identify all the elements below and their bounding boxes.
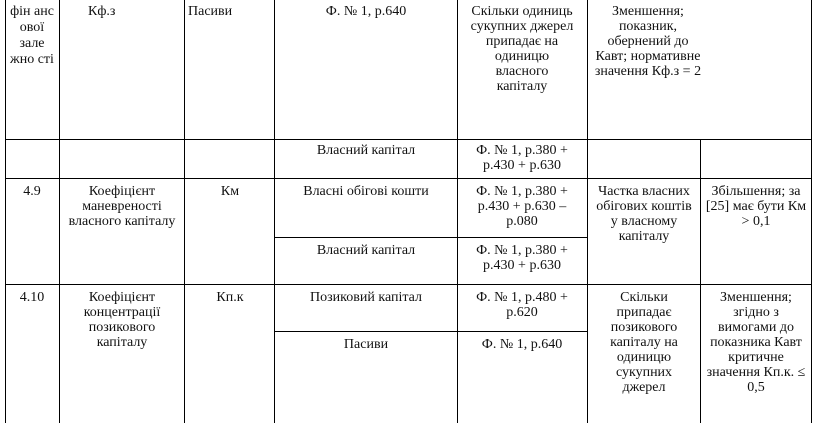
cell-indicator-name: Кф.з [88,4,116,19]
cell-component: Пасиви [343,337,389,352]
cell-component: Власний капітал [316,143,416,158]
cell-formula: Ф. № 1, р.380 + р.430 + р.630 [476,243,568,273]
rule-h [5,284,812,285]
rule-h [5,139,812,140]
cell-norm: Збільшення; за [25] має бути Км > 0,1 [705,184,807,229]
cell-norm: Зменшення; показник, обернений до Кавт; нормативне значення Кф.з = 2 [594,4,702,79]
cell-symbol: Км [220,184,240,199]
rule-h [274,331,587,332]
rule-h [5,178,812,179]
rule-v [811,0,812,423]
cell-component: Власні обігові кошти [303,184,429,199]
cell-formula: Ф. № 1, р.640 [481,337,563,352]
cell-meaning: Скільки одиниць сукупних джерел припадає на одиницю власного капіталу [470,4,574,94]
cell-formula: Ф. № 1, р.640 [325,4,407,19]
rule-v [587,0,588,423]
cell-meaning: Скільки припадає позикового капіталу на одиницю сукупних джерел [610,290,678,395]
cell-formula: Ф. № 1, р.480 + р.620 [476,290,568,320]
cell-norm: Зменшення; згідно з вимогами до показника Кавт критичне значення Кп.к. ≤ 0,5 [706,290,806,395]
cell-number: фін анс ової зале жно сті [10,4,54,67]
rule-v [5,0,6,423]
rule-v [184,0,185,423]
cell-component: Позиковий капітал [310,290,422,305]
rule-h [274,237,587,238]
cell-indicator-name: Коефіцієнт маневреності власного капіталу [68,184,176,229]
cell-number: 4.10 [19,290,45,305]
cell-indicator-name: Коефіцієнт концентрації позикового капіталу [83,290,161,350]
cell-meaning: Частка власних обігових коштів у власному капіталу [596,184,692,244]
rule-v [457,0,458,423]
cell-symbol: Кп.к [216,290,244,305]
cell-formula: Ф. № 1, р.380 + р.430 + р.630 [476,143,568,173]
cell-formula: Ф. № 1, р.380 + р.430 + р.630 – р.080 [476,184,568,229]
rule-v [59,0,60,423]
cell-component: Власний капітал [316,243,416,258]
rule-v [700,139,701,423]
cell-number: 4.9 [23,184,41,199]
rule-v [274,0,275,423]
cell-symbol: Пасиви [188,4,233,19]
